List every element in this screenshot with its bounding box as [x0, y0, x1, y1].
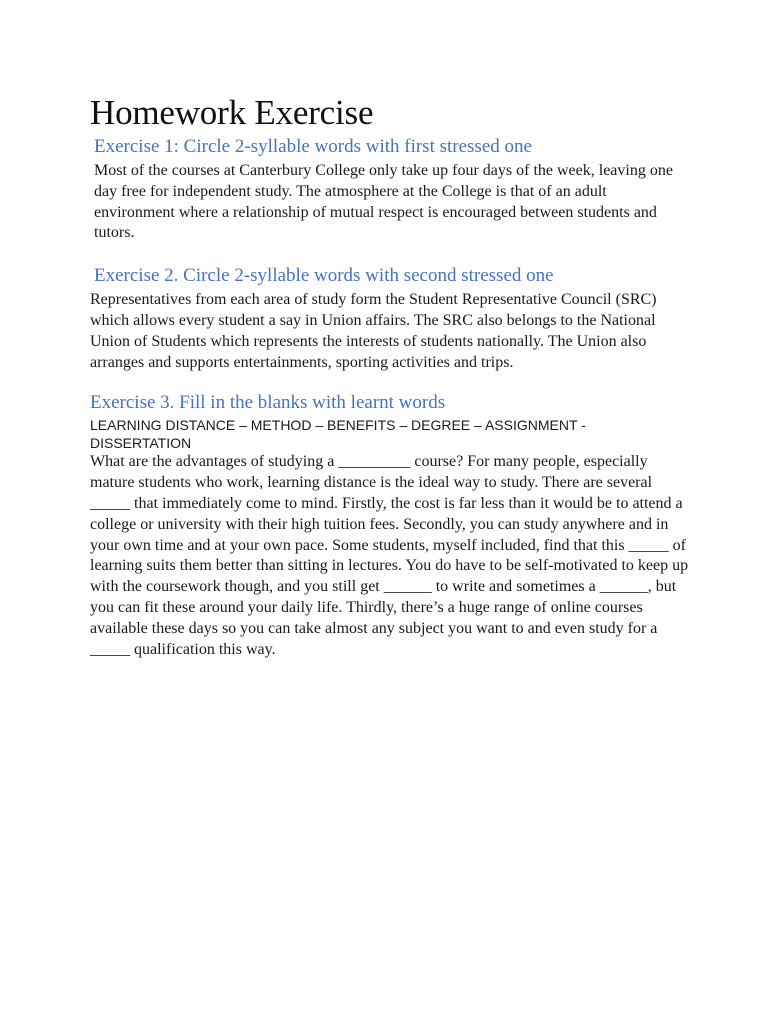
exercise-3-text: What are the advantages of studying a _________ course? For many people, especially mature students who work, learning distance is the ideal way to study. There are several _____ that immediately come to mind. Firstly, the cost is far less than it would be to attend a college or university with their high tuition fees. Secondly, you can study anywhere and in your own time and at your own pace. Some students, myself included, find that this _____ of learning suits them better than sitting in lectures. You do have to be self-motivated to keep up with the coursework though, and you still get ______ to write and sometimes a ______, but you can fit these around your daily life. Thirdly, there’s a huge range of online courses available these days so you can take almost any subject you want to and even study for a _____ qualification this way. [90, 453, 689, 658]
exercise-1-text: Most of the courses at Canterbury College only take up four days of the week, leaving one day free for independent study. The atmosphere at the College is that of an adult environment where a relationship of mutual respect is encouraged between students and tutors. [94, 162, 673, 242]
exercise-3-heading: Exercise 3. Fill in the blanks with learnt words [90, 392, 446, 414]
exercise-3-word-list: LEARNING DISTANCE – METHOD – BENEFITS – DEGREE – ASSIGNMENT - DISSERTATION [90, 417, 586, 452]
exercise-2 [90, 264, 690, 373]
document-page [90, 93, 690, 660]
exercise-2-heading: Exercise 2. Circle 2-syllable words with second stressed one [94, 265, 554, 287]
document-title: Homework Exercise [90, 93, 374, 132]
exercise-1-heading: Exercise 1: Circle 2-syllable words with first stressed one [94, 136, 532, 157]
exercise-3 [90, 391, 690, 660]
exercise-2-text: Representatives from each area of study form the Student Representative Council (SRC) which allows every student a say in Union affairs. The SRC also belongs to the National Union of Students which represents the interests of students nationally. The Union also arranges and supports entertainments, sporting activities and trips. [90, 291, 657, 371]
exercise-1 [90, 135, 690, 244]
